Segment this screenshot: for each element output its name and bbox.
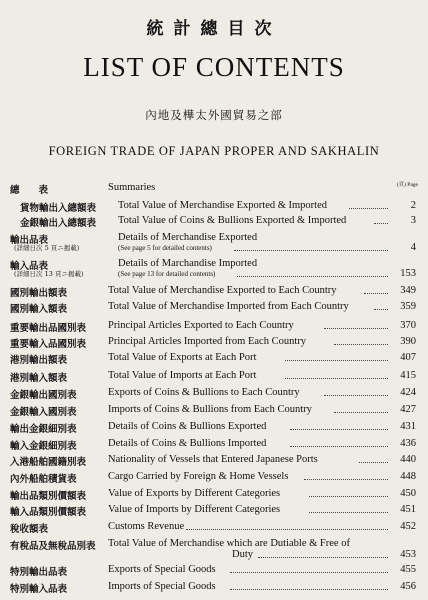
dot-leader <box>290 446 388 447</box>
dot-leader <box>324 395 388 396</box>
entry-japanese-note: (詳細日次 5 頁ニ揭載) <box>14 244 80 252</box>
entry-page-number: 451 <box>400 504 416 515</box>
page-column-label: (頁) Page <box>396 182 418 188</box>
entry-english-title: Customs Revenue <box>108 521 185 532</box>
contents-row <box>0 180 428 198</box>
entry-page-number: 349 <box>400 285 416 296</box>
entry-japanese-title: 金銀輸出國別表 <box>10 390 77 401</box>
contents-row <box>0 350 428 368</box>
entry-english-title: Exports of Coins & Bullions to Each Country <box>108 387 300 398</box>
entry-japanese-title: 總 表 <box>10 185 49 196</box>
dot-leader <box>374 223 388 224</box>
entry-japanese-title: 特別輸出品表 <box>10 567 68 578</box>
dot-leader <box>304 479 388 480</box>
entry-japanese-title: 貨物輸出入總額表 <box>20 203 97 214</box>
dot-leader <box>285 378 388 379</box>
entry-japanese-title: 特別輸入品表 <box>10 584 68 595</box>
entry-english-title: Total Value of Merchandise Exported & Imported <box>118 200 328 211</box>
entry-english-title: Total Value of Merchandise which are Dutiable & Free of <box>108 538 350 549</box>
entry-japanese-title: 港別輸入額表 <box>10 373 68 384</box>
dot-leader <box>334 412 388 413</box>
entry-page-number: 407 <box>400 352 416 363</box>
contents-row <box>0 419 428 437</box>
entry-english-title: Details of Merchandise Exported <box>118 232 258 243</box>
entry-page-number: 448 <box>400 471 416 482</box>
dot-leader <box>290 429 388 430</box>
contents-row <box>0 402 428 420</box>
entry-japanese-title: 重要輸出品國別表 <box>10 323 87 334</box>
entry-page-number: 427 <box>400 404 416 415</box>
entry-japanese-title: 入港船舶國籍別表 <box>10 457 87 468</box>
entry-japanese-title: 輸入品類別價額表 <box>10 507 87 518</box>
entry-page-number: 456 <box>400 581 416 592</box>
entry-english-title: Principal Articles Imported from Each Country <box>108 336 306 347</box>
dot-leader <box>230 572 388 573</box>
entry-english-title: Imports of Coins & Bullions from Each Country <box>108 404 312 415</box>
entry-japanese-title: 國別輸入額表 <box>10 304 68 315</box>
entry-english-note: (See page 5 for detailed contents) <box>118 244 212 252</box>
entry-page-number: 440 <box>400 454 416 465</box>
entry-english-title: Details of Coins & Bullions Exported <box>108 421 267 432</box>
contents-row <box>0 230 428 253</box>
cjk-title: 統計總目次 <box>146 19 282 39</box>
entry-english-title: Total Value of Imports at Each Port <box>108 370 257 381</box>
dot-leader <box>374 309 388 310</box>
entry-page-number: 431 <box>400 421 416 432</box>
dot-leader <box>364 293 388 294</box>
dot-leader <box>349 208 388 209</box>
entry-english-title: Imports of Special Goods <box>108 581 216 592</box>
entry-english-continuation: Duty <box>232 549 253 560</box>
contents-row <box>0 299 428 317</box>
entry-english-title: Value of Exports by Different Categories <box>108 488 281 499</box>
contents-row <box>0 256 428 279</box>
entry-japanese-title: 港別輸出額表 <box>10 355 68 366</box>
dot-leader <box>285 360 388 361</box>
contents-row <box>0 519 428 537</box>
entry-japanese-title: 金銀輸入國別表 <box>10 407 77 418</box>
entry-page-number: 452 <box>400 521 416 532</box>
entry-english-title: Summaries <box>108 182 156 193</box>
entry-page-number: 4 <box>410 242 416 253</box>
contents-row <box>0 213 428 231</box>
contents-row <box>0 469 428 487</box>
entry-page-number: 453 <box>400 549 416 560</box>
dot-leader <box>324 328 388 329</box>
contents-row <box>0 385 428 403</box>
entry-english-title: Total Value of Coins & Bullions Exported & Imported <box>118 215 347 226</box>
dot-leader <box>334 344 388 345</box>
contents-row <box>0 452 428 470</box>
contents-row <box>0 579 428 597</box>
dot-leader <box>186 529 388 530</box>
entry-japanese-title: 輸出品表 <box>10 235 49 246</box>
entry-page-number: 2 <box>410 200 416 211</box>
entry-english-title: Details of Marchandise Imported <box>118 258 258 269</box>
entry-english-title: Total Value of Exports at Each Port <box>108 352 257 363</box>
entry-page-number: 3 <box>410 215 416 226</box>
entry-japanese-title: 輸出金銀細別表 <box>10 424 77 435</box>
entry-page-number: 153 <box>400 268 416 279</box>
entry-page-number: 436 <box>400 438 416 449</box>
entry-page-number: 455 <box>400 564 416 575</box>
entry-english-title: Details of Coins & Bullions Imported <box>108 438 267 449</box>
entry-japanese-title: 金銀輸出入總額表 <box>20 218 97 229</box>
entry-japanese-title: 有稅品及無稅品別表 <box>10 541 96 552</box>
section-title: FOREIGN TRADE OF JAPAN PROPER AND SAKHALIN <box>48 144 380 158</box>
dot-leader <box>359 462 388 463</box>
entry-english-title: Value of Imports by Different Categories <box>108 504 281 515</box>
contents-row <box>0 368 428 386</box>
entry-japanese-title: 內外船舶積貨表 <box>10 474 77 485</box>
dot-leader <box>309 512 388 513</box>
entry-japanese-title: 稅收額表 <box>10 524 49 535</box>
entry-page-number: 415 <box>400 370 416 381</box>
entry-page-number: 370 <box>400 320 416 331</box>
entry-japanese-title: 重要輸入品國別表 <box>10 339 87 350</box>
contents-row <box>0 536 428 560</box>
dot-leader <box>230 589 388 590</box>
entry-japanese-title: 輸出品類別價額表 <box>10 491 87 502</box>
dot-leader <box>234 250 388 251</box>
dot-leader <box>309 496 388 497</box>
entry-japanese-title: 國別輸出額表 <box>10 288 68 299</box>
entry-english-title: Total Value of Merchandise Imported from Each Country <box>108 301 349 312</box>
entry-japanese-note: (詳細日次 13 頁ニ揭載) <box>14 270 84 278</box>
entry-english-title: Nationality of Vessels that Entered Japanese Ports <box>108 454 318 465</box>
entry-page-number: 359 <box>400 301 416 312</box>
dot-leader <box>237 276 388 277</box>
dot-leader <box>258 557 388 558</box>
contents-row <box>0 502 428 520</box>
entry-page-number: 390 <box>400 336 416 347</box>
entry-english-title: Cargo Carried by Foreign & Home Vessels <box>108 471 289 482</box>
entry-english-title: Principal Articles Exported to Each Country <box>108 320 294 331</box>
entry-japanese-title: 輸入金銀細別表 <box>10 441 77 452</box>
entry-page-number: 424 <box>400 387 416 398</box>
entry-english-title: Total Value of Merchandise Exported to Each Country <box>108 285 337 296</box>
entry-english-title: Exports of Special Goods <box>108 564 216 575</box>
contents-row <box>0 562 428 580</box>
section-cjk-title: 內地及樺太外國貿易之部 <box>145 108 283 122</box>
entry-page-number: 450 <box>400 488 416 499</box>
entry-japanese-title: 輸入品表 <box>10 261 49 272</box>
entry-english-note: (See page 13 for detailed contents) <box>118 270 216 278</box>
page-title: LIST OF CONTENTS <box>83 52 345 82</box>
